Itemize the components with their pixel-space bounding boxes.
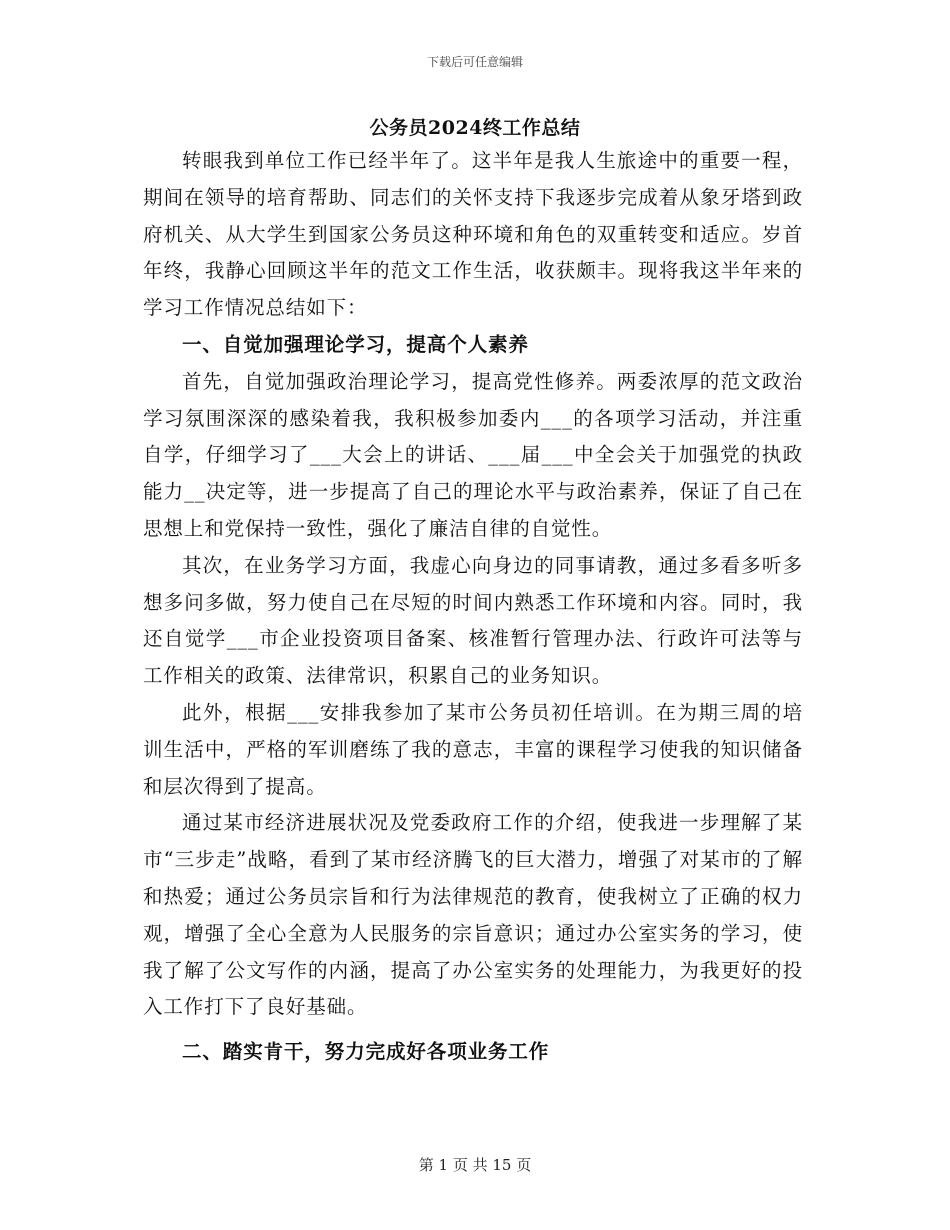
document-body <box>143 143 803 1071</box>
paragraph-training: 此外，根据___安排我参加了某市公务员初任培训。在为期三周的培训生活中，严格的军训磨练了我的意志，丰富的课程学习使我的知识储备和层次得到了提高。 <box>143 700 803 798</box>
page-number-footer: 第 1 页 共 15 页 <box>418 1156 532 1174</box>
paragraph-political-study: 首先，自觉加强政治理论学习，提高党性修养。两委浓厚的范文政治学习氛围深深的感染着我，我积极参加委内___的各项学习活动，并注重自学，仔细学习了___大会上的讲话、___届___中全会关于加强党的执政能力__决定等，进一步提高了自己的理论水平与政治素养，保证了自己在思想上和党保持一致性，强化了廉洁自律的自觉性。 <box>143 369 803 540</box>
section-heading-2: 二、踏实肯干，努力完成好各项业务工作 <box>182 1040 550 1064</box>
paragraph-business-study: 其次，在业务学习方面，我虚心向身边的同事请教，通过多看多听多想多问多做，努力使自己在尽短的时间内熟悉工作环境和内容。同时，我还自觉学___市企业投资项目备案、核准暂行管理办法、行政许可法等与工作相关的政策、法律常识，积累自己的业务知识。 <box>143 553 803 688</box>
intro-paragraph: 转眼我到单位工作已经半年了。这半年是我人生旅途中的重要一程，期间在领导的培育帮助、同志们的关怀支持下我逐步完成着从象牙塔到政府机关、从大学生到国家公务员这种环境和角色的双重转变和适应。岁首年终，我静心回顾这半年的范文工作生活，收获颇丰。现将我这半年来的学习工作情况总结如下： <box>143 149 803 320</box>
section-heading-1: 一、自觉加强理论学习，提高个人素养 <box>182 332 529 356</box>
document-title: 公务员2024终工作总结 <box>369 117 581 139</box>
paragraph-understanding: 通过某市经济进展状况及党委政府工作的介绍，使我进一步理解了某市“三步走”战略，看到了某市经济腾飞的巨大潜力，增强了对某市的了解和热爱；通过公务员宗旨和行为法律规范的教育，使我树立了正确的权力观，增强了全心全意为人民服务的宗旨意识；通过办公室实务的学习，使我了解了公文写作的内涵，提高了办公室实务的处理能力，为我更好的投入工作打下了良好基础。 <box>143 811 803 1019</box>
page-header: 下载后可任意编辑 <box>426 55 523 69</box>
